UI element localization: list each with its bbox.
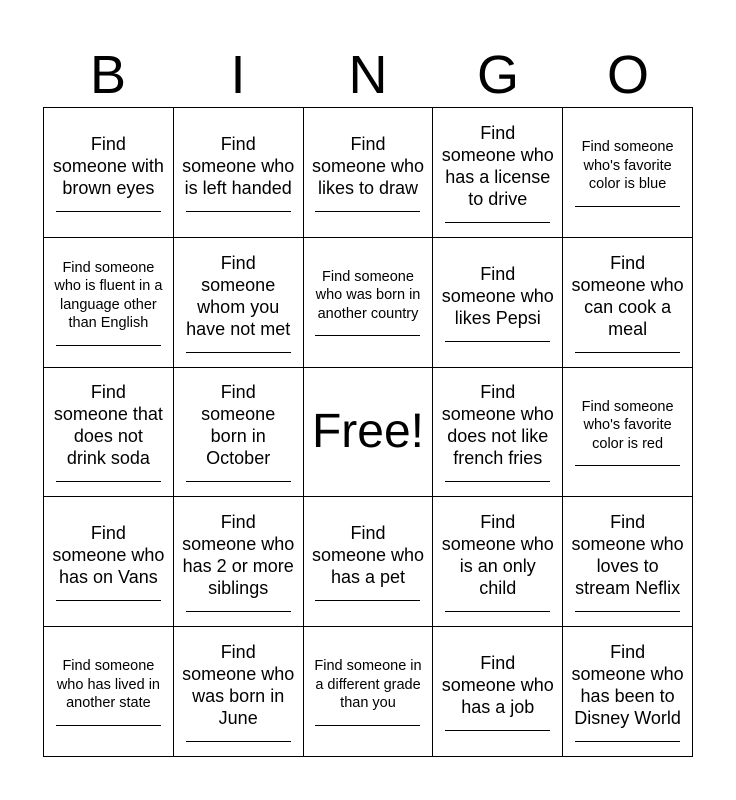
bingo-cell bbox=[433, 238, 563, 368]
bingo-cell bbox=[563, 627, 693, 757]
bingo-cell bbox=[304, 497, 434, 627]
cell-prompt: Find someone who has on Vans bbox=[52, 523, 165, 588]
signature-line bbox=[56, 600, 161, 601]
signature-line bbox=[56, 211, 161, 212]
bingo-cell bbox=[433, 368, 563, 498]
bingo-cell bbox=[433, 497, 563, 627]
header-letter-o: O bbox=[606, 45, 649, 105]
bingo-cell bbox=[44, 108, 174, 238]
bingo-grid bbox=[43, 107, 693, 757]
cell-prompt: Find someone whom you have not met bbox=[186, 252, 291, 339]
signature-line bbox=[56, 345, 161, 346]
signature-line bbox=[315, 211, 420, 212]
bingo-cell bbox=[304, 108, 434, 238]
bingo-cell bbox=[563, 368, 693, 498]
bingo-cell bbox=[44, 368, 174, 498]
signature-line bbox=[445, 222, 550, 223]
cell-prompt: Find someone who has 2 or more siblings bbox=[182, 512, 295, 599]
signature-line bbox=[186, 481, 291, 482]
cell-prompt: Find someone who has lived in another state bbox=[56, 658, 160, 712]
cell-prompt: Find someone with brown eyes bbox=[52, 133, 164, 198]
cell-prompt: Find someone in a different grade than you bbox=[314, 658, 422, 712]
bingo-cell bbox=[304, 238, 434, 368]
signature-line bbox=[445, 611, 550, 612]
signature-line bbox=[56, 725, 161, 726]
bingo-cell bbox=[174, 108, 304, 238]
signature-line bbox=[186, 741, 291, 742]
cell-prompt: Find someone who is left handed bbox=[182, 133, 295, 198]
signature-line bbox=[56, 481, 161, 482]
cell-prompt: Find someone who's favorite color is red bbox=[581, 398, 674, 452]
cell-prompt: Find someone who likes Pepsi bbox=[441, 263, 554, 328]
cell-prompt: Find someone born in October bbox=[201, 382, 276, 469]
cell-prompt: Find someone that does not drink soda bbox=[53, 382, 163, 469]
cell-prompt: Find someone who can cook a meal bbox=[571, 252, 684, 339]
bingo-cell bbox=[563, 238, 693, 368]
signature-line bbox=[575, 611, 680, 612]
bingo-cell bbox=[44, 238, 174, 368]
bingo-cell bbox=[304, 627, 434, 757]
signature-line bbox=[575, 741, 680, 742]
bingo-cell bbox=[174, 627, 304, 757]
cell-prompt: Find someone who has a license to drive bbox=[441, 122, 554, 209]
bingo-cell bbox=[433, 108, 563, 238]
free-space-cell bbox=[304, 368, 434, 498]
cell-prompt: Find someone who is fluent in a language other than English bbox=[54, 259, 163, 332]
header-letter-g: G bbox=[476, 45, 519, 105]
cell-prompt: Find someone who is an only child bbox=[441, 512, 554, 599]
bingo-cell bbox=[174, 238, 304, 368]
signature-line bbox=[445, 730, 550, 731]
cell-prompt: Find someone who has been to Disney World bbox=[571, 642, 684, 729]
bingo-cell bbox=[174, 368, 304, 498]
cell-prompt: Find someone who has a job bbox=[441, 653, 554, 718]
cell-prompt: Find someone who has a pet bbox=[311, 523, 425, 588]
bingo-header bbox=[43, 42, 693, 108]
signature-line bbox=[445, 341, 550, 342]
signature-line bbox=[575, 206, 680, 207]
cell-prompt: Find someone who was born in another country bbox=[315, 268, 421, 322]
header-letter-i: I bbox=[230, 45, 246, 105]
bingo-cell bbox=[433, 627, 563, 757]
bingo-cell bbox=[174, 497, 304, 627]
free-space-label: Free! bbox=[311, 404, 424, 458]
signature-line bbox=[186, 352, 291, 353]
signature-line bbox=[575, 465, 680, 466]
signature-line bbox=[315, 335, 420, 336]
signature-line bbox=[575, 352, 680, 353]
signature-line bbox=[315, 600, 420, 601]
signature-line bbox=[186, 611, 291, 612]
bingo-cell bbox=[563, 108, 693, 238]
signature-line bbox=[315, 725, 420, 726]
cell-prompt: Find someone who loves to stream Neflix bbox=[571, 512, 684, 599]
cell-prompt: Find someone who likes to draw bbox=[311, 133, 425, 198]
cell-prompt: Find someone who does not like french fries bbox=[441, 382, 554, 469]
header-letter-n: N bbox=[348, 45, 388, 105]
cell-prompt: Find someone who was born in June bbox=[182, 642, 295, 729]
header-letter-b: B bbox=[89, 45, 127, 105]
cell-prompt: Find someone who's favorite color is blue bbox=[581, 139, 674, 193]
bingo-cell bbox=[44, 497, 174, 627]
bingo-cell bbox=[563, 497, 693, 627]
bingo-cell bbox=[44, 627, 174, 757]
signature-line bbox=[186, 211, 291, 212]
signature-line bbox=[445, 481, 550, 482]
